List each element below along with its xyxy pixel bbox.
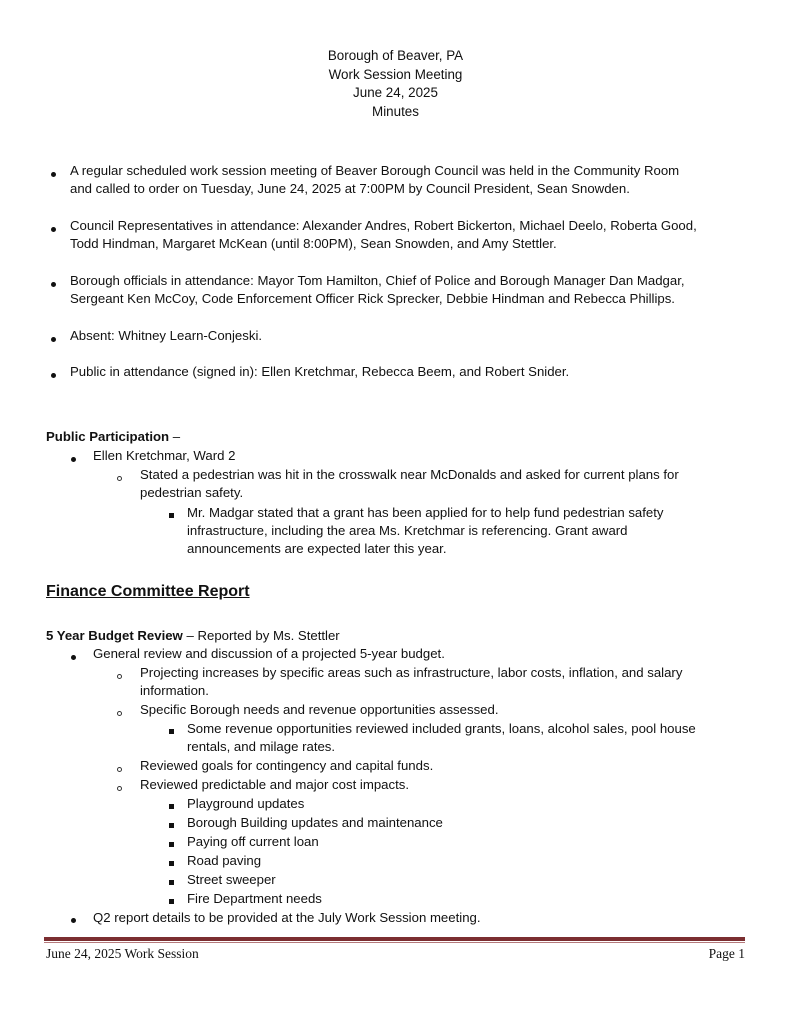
intro-item-2-line-2: Todd Hindman, Margaret McKean (until 8:00PM), Sean Snowden, and Amy Stettler. xyxy=(70,236,557,251)
square-bullet-icon xyxy=(169,880,174,885)
public-participation-heading xyxy=(46,428,180,447)
public-speaker: Ellen Kretchmar, Ward 2 xyxy=(93,448,236,463)
square-bullet-icon xyxy=(169,899,174,904)
circle-bullet-icon xyxy=(117,674,122,679)
finance-sub-1-line-2: information. xyxy=(140,683,209,698)
public-statement-line-1: Stated a pedestrian was hit in the crosswalk near McDonalds and asked for current plans for xyxy=(140,467,679,482)
footer-rule-thin xyxy=(44,942,745,943)
bullet-icon xyxy=(51,172,56,177)
public-response-line-3: announcements are expected later this year. xyxy=(187,541,447,556)
footer-rule xyxy=(44,937,745,941)
square-bullet-icon xyxy=(169,861,174,866)
intro-item-4: Absent: Whitney Learn-Conjeski. xyxy=(70,328,263,343)
bullet-icon xyxy=(51,373,56,378)
budget-review-title: 5 Year Budget Review xyxy=(46,628,183,643)
finance-item-2: Q2 report details to be provided at the July Work Session meeting. xyxy=(93,910,481,925)
intro-item-1-line-1: A regular scheduled work session meeting of Beaver Borough Council was held in the Community Room xyxy=(70,163,680,178)
cost-impact-item: Road paving xyxy=(187,853,262,868)
title-borough: Borough of Beaver, PA xyxy=(327,48,464,63)
document-title-block xyxy=(0,47,791,121)
square-bullet-icon xyxy=(169,842,174,847)
circle-bullet-icon xyxy=(117,786,122,791)
title-meeting-type: Work Session Meeting xyxy=(328,66,463,82)
public-statement-line-2: pedestrian safety. xyxy=(140,485,244,500)
public-response-line-1: Mr. Madgar stated that a grant has been applied for to help fund pedestrian safety xyxy=(187,505,664,520)
cost-impact-item: Street sweeper xyxy=(187,872,276,887)
bullet-icon xyxy=(51,337,56,342)
intro-item-5: Public in attendance (signed in): Ellen Kretchmar, Rebecca Beem, and Robert Snider. xyxy=(70,364,570,379)
cost-impact-item: Fire Department needs xyxy=(187,891,322,906)
intro-item-2-line-1: Council Representatives in attendance: Alexander Andres, Robert Bickerton, Michael Deelo, Roberta Good, xyxy=(70,218,697,233)
bullet-icon xyxy=(51,282,56,287)
footer-page-number: Page 1 xyxy=(708,946,745,961)
public-participation-heading-dash: – xyxy=(169,429,181,444)
finance-sub-4: Reviewed predictable and major cost impacts. xyxy=(140,777,410,792)
bullet-icon xyxy=(71,655,76,660)
intro-item-3-line-1: Borough officials in attendance: Mayor Tom Hamilton, Chief of Police and Borough Manager Dan Madgar, xyxy=(70,273,685,288)
square-bullet-icon xyxy=(169,513,174,518)
intro-item-1-line-2: and called to order on Tuesday, June 24, 2025 at 7:00PM by Council President, Sean Snowden. xyxy=(70,181,630,196)
square-bullet-icon xyxy=(169,729,174,734)
public-participation-heading-label: Public Participation xyxy=(46,429,170,444)
budget-review-reporter: – Reported by Ms. Stettler xyxy=(182,628,340,643)
finance-item-1: General review and discussion of a projected 5-year budget. xyxy=(93,646,445,661)
title-date: June 24, 2025 xyxy=(353,85,438,100)
cost-impact-item: Playground updates xyxy=(187,796,305,811)
circle-bullet-icon xyxy=(117,711,122,716)
footer-session-label: June 24, 2025 Work Session xyxy=(46,946,199,961)
circle-bullet-icon xyxy=(117,476,122,481)
cost-impact-item: Paying off current loan xyxy=(187,834,319,849)
finance-sub-1-line-1: Projecting increases by specific areas such as infrastructure, labor costs, inflation, and salary xyxy=(140,665,683,680)
public-response-line-2: infrastructure, including the area Ms. Kretchmar is referencing. Grant award xyxy=(187,523,628,538)
bullet-icon xyxy=(71,918,76,923)
budget-review-subheading xyxy=(46,627,340,646)
finance-sub-3: Reviewed goals for contingency and capital funds. xyxy=(140,758,434,773)
finance-sub-2-detail-line-2: rentals, and milage rates. xyxy=(187,739,336,754)
circle-bullet-icon xyxy=(117,767,122,772)
finance-sub-2: Specific Borough needs and revenue opportunities assessed. xyxy=(140,702,499,717)
finance-heading: Finance Committee Report xyxy=(46,583,250,600)
bullet-icon xyxy=(71,457,76,462)
cost-impact-item: Borough Building updates and maintenance xyxy=(187,815,443,830)
square-bullet-icon xyxy=(169,804,174,809)
square-bullet-icon xyxy=(169,823,174,828)
intro-item-3-line-2: Sergeant Ken McCoy, Code Enforcement Officer Rick Sprecker, Debbie Hindman and Rebecca Phillips. xyxy=(70,291,675,306)
title-minutes: Minutes xyxy=(372,103,419,119)
bullet-icon xyxy=(51,227,56,232)
finance-sub-2-detail-line-1: Some revenue opportunities reviewed included grants, loans, alcohol sales, pool house xyxy=(187,721,696,736)
